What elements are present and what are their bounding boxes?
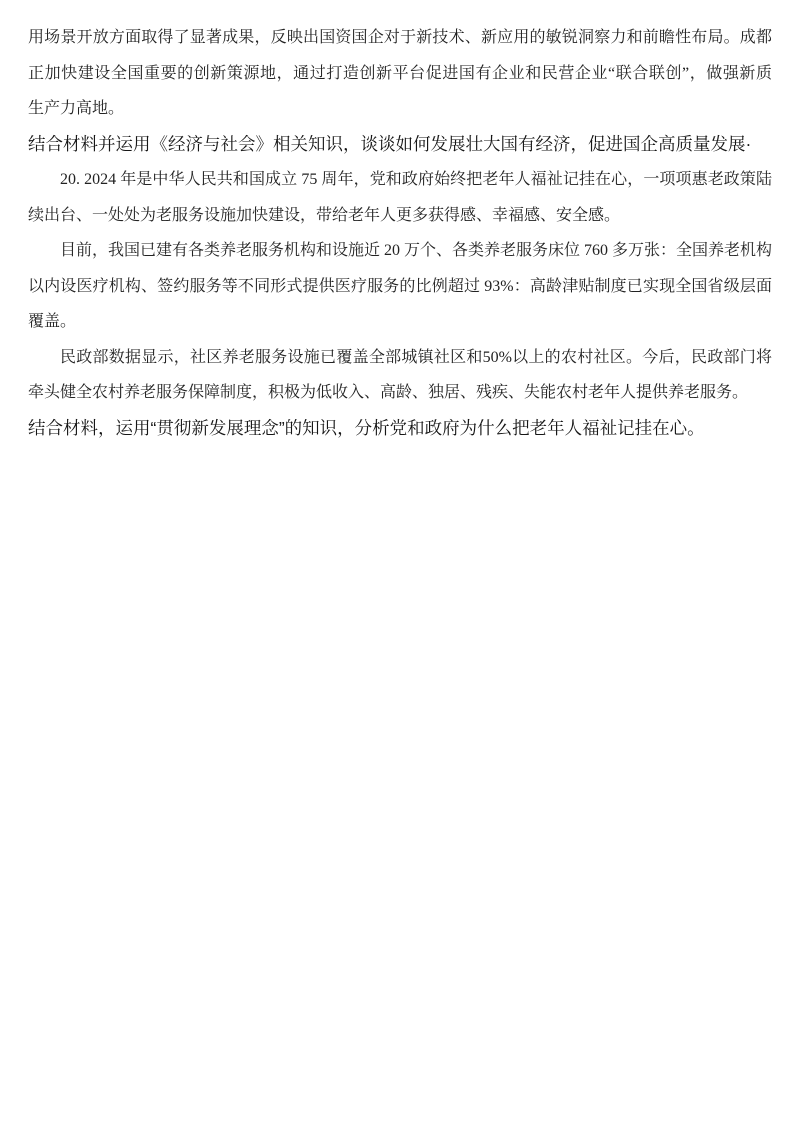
q19-material-line-3: 生产力高地。 xyxy=(28,100,125,117)
q19-material-line-2: 正加快建设全国重要的创新策源地，通过打造创新平台促进国有企业和民营企业“联合联创”，做强新质 xyxy=(28,64,772,82)
q19-question-prompt: 结合材料并运用《经济与社会》相关知识，谈谈如何发展壮大国有经济，促进国企高质量发展· xyxy=(28,133,752,154)
q19-material-line-1: 用场景开放方面取得了显著成果，反映出国资国企对于新技术、新应用的敏锐洞察力和前瞻性布局。成都 xyxy=(28,29,772,46)
q20-material-line-7: 牵头健全农村养老服务保障制度，积极为低收入、高龄、独居、残疾、失能农村老年人提供养老服务。 xyxy=(28,384,749,401)
exam-text-block xyxy=(28,20,772,446)
q20-material-line-6: 民政部数据显示，社区养老服务设施已覆盖全部城镇社区和50%以上的农村社区。今后，民政部门将 xyxy=(60,348,772,366)
q20-material-line-5: 覆盖。 xyxy=(28,313,77,330)
q20-material-line-3: 目前，我国已建有各类养老服务机构和设施近 20 万个、各类养老服务床位 760 多万张：全国养老机构 xyxy=(60,242,772,259)
q20-material-line-1: 20. 2024 年是中华人民共和国成立 75 周年，党和政府始终把老年人福祉记挂在心，一项项惠老政策陆 xyxy=(60,171,772,188)
q20-material-line-4: 以内设医疗机构、签约服务等不同形式提供医疗服务的比例超过 93%：高龄津贴制度已实现全国省级层面 xyxy=(28,277,772,295)
q20-question-prompt: 结合材料，运用“贯彻新发展理念”的知识，分析党和政府为什么把老年人福祉记挂在心。 xyxy=(28,417,705,438)
q20-material-line-2: 续出台、一处处为老服务设施加快建设，带给老年人更多获得感、幸福感、安全感。 xyxy=(28,206,621,224)
